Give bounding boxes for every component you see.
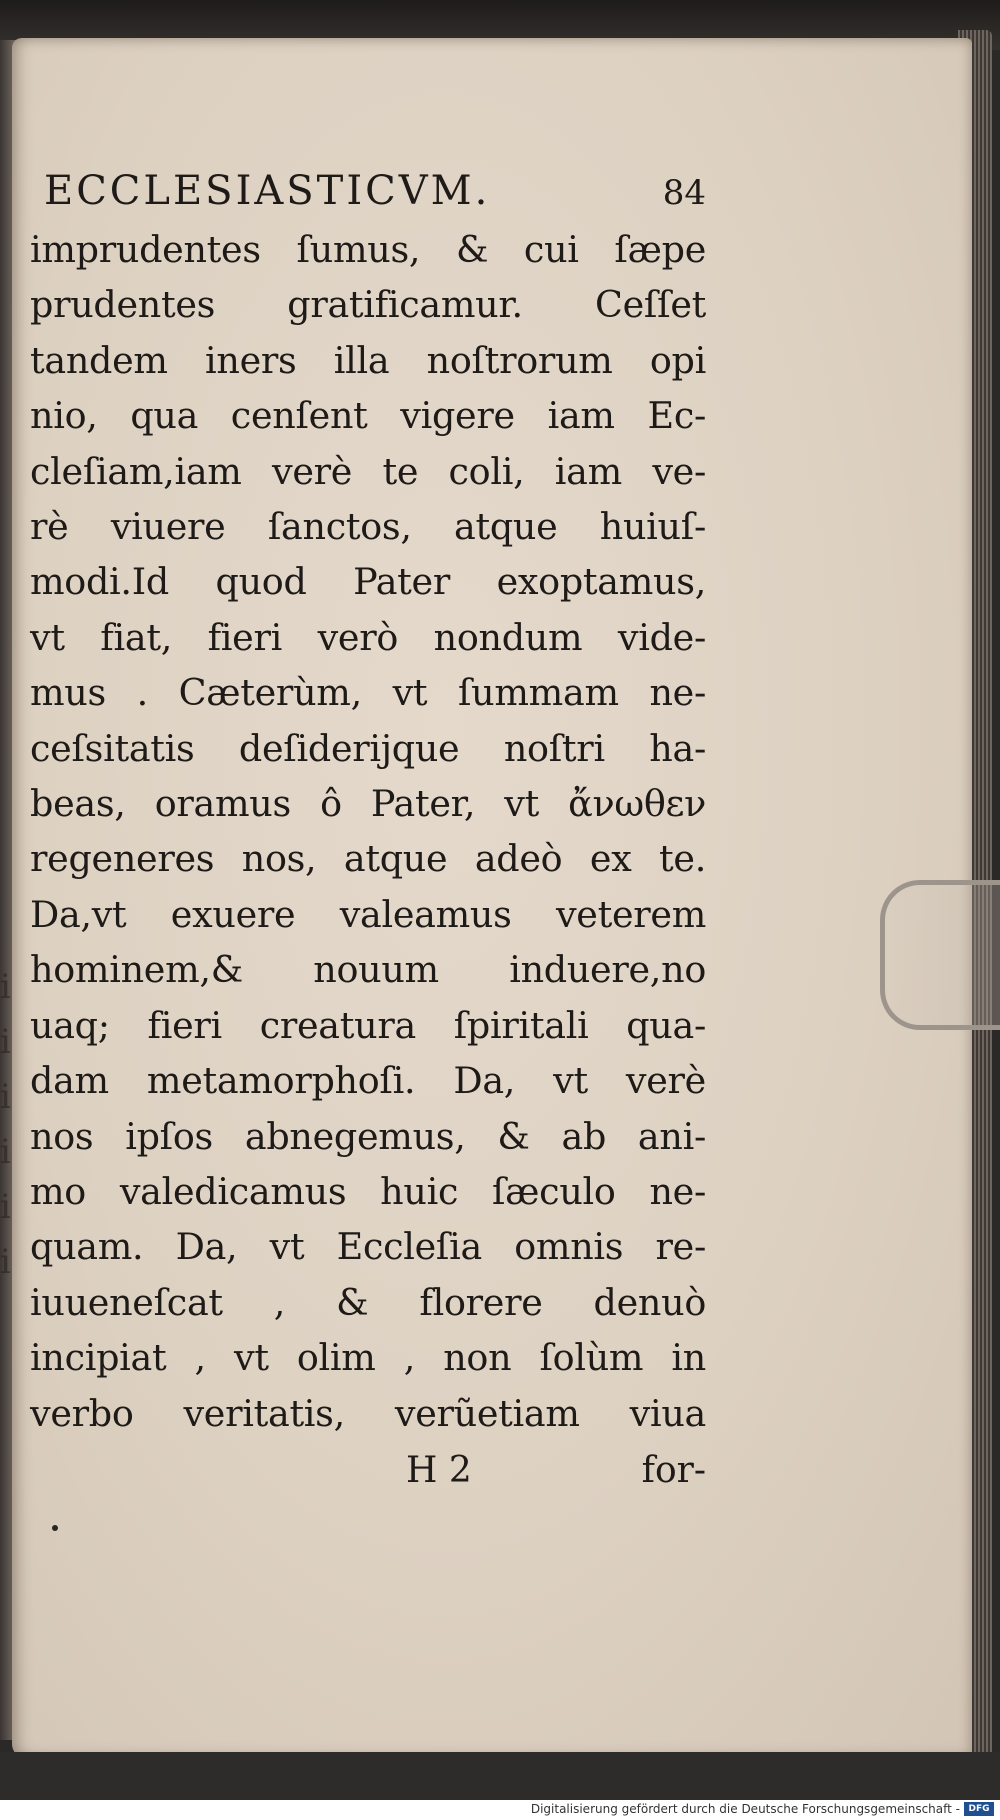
text-line: modi.Id quod Pater exoptamus, (30, 560, 706, 604)
text-line: verbo veritatis, verũetiam viua (30, 1391, 706, 1435)
text-line: Da,vt exuere valeamus veterem (30, 892, 706, 936)
signature-line (26, 1441, 706, 1501)
text-line: uaq; fieri creatura ſpiritali qua- (30, 1003, 706, 1047)
dfg-logo: DFG (964, 1802, 994, 1816)
catchword: for- (641, 1449, 706, 1491)
ink-speck (52, 1525, 58, 1531)
text-line: rè viuere ſanctos, atque huiuſ- (30, 505, 706, 549)
text-line: prudentes gratificamur. Ceſſet (30, 283, 706, 327)
running-head (26, 168, 706, 222)
running-head-title: ECCLESIASTICVM. (44, 168, 491, 214)
text-line: mus . Cæterùm, vt ſummam ne- (30, 671, 706, 715)
text-line: incipiat , vt olim , non ſolùm in (30, 1336, 706, 1380)
text-line: cleſiam,iam verè te coli, iam ve- (30, 449, 706, 493)
clasp-tab (880, 880, 1000, 1030)
signature-mark: H 2 (406, 1449, 472, 1491)
book-bottom-edge (0, 1752, 1000, 1804)
footer-credit: Digitalisierung gefördert durch die Deutsche Forschungsgemeinschaft - (530, 1802, 960, 1816)
footer-strip (0, 1800, 1000, 1820)
text-line: imprudentes ſumus, & cui ſæpe (30, 228, 706, 271)
text-line: beas, oramus ô Pater, vt ἄνωθεν (30, 782, 706, 826)
text-line: quam. Da, vt Eccleſia omnis re- (30, 1225, 706, 1269)
text-line: tandem iners illa noſtrorum opi (30, 338, 706, 382)
folio-number: 84 (662, 173, 706, 213)
text-line: mo valedicamus huic ſæculo ne- (30, 1169, 706, 1213)
text-line: dam metamorphoſi. Da, vt verè (30, 1059, 706, 1103)
text-line: iuueneſcat , & florere denuò (30, 1280, 706, 1324)
bleed-through-marks: i i i i i i (0, 967, 11, 1282)
text-line: nio, qua cenſent vigere iam Ec- (30, 394, 706, 438)
text-line: nos ipſos abnegemus, & ab ani- (30, 1114, 706, 1158)
text-line: vt fiat, fieri verò nondum vide- (30, 615, 706, 659)
text-line: regeneres nos, atque adeò ex te. (30, 837, 706, 881)
text-block (26, 168, 706, 1501)
text-line: ceſsitatis deſiderijque noſtri ha- (30, 726, 706, 770)
text-line: hominem,& nouum induere,no (30, 948, 706, 992)
